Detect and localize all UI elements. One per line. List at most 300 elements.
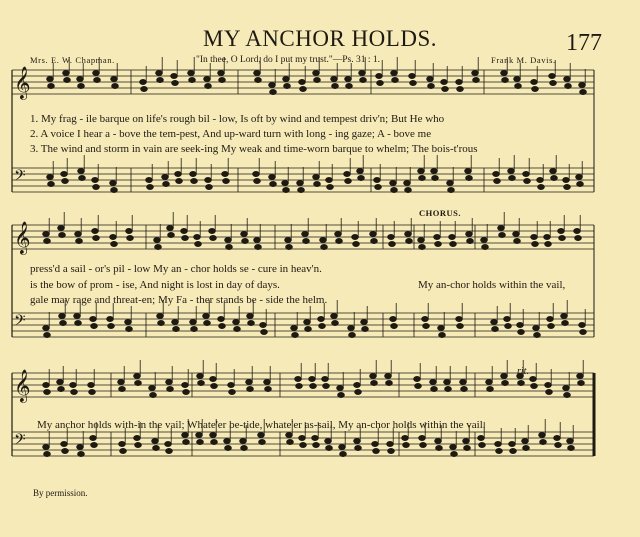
note-head [565,84,572,89]
note-head [154,238,161,243]
note-head [346,84,353,89]
note-head [211,440,218,445]
note-head [532,242,539,247]
note-head [58,226,65,231]
note-head [188,71,195,76]
note-head [88,383,95,388]
note-head [457,87,464,92]
note-head [167,226,174,231]
note-head [62,449,69,454]
note-head [564,77,571,82]
note-head [419,245,426,250]
note-head [451,452,458,457]
hymn-title: MY ANCHOR HOLDS. [203,26,437,51]
note-head [456,80,463,85]
note-head [253,172,260,177]
note-head [568,446,575,451]
note-head [355,446,362,451]
note-head [44,333,51,338]
note-head [501,71,508,76]
note-head [135,443,142,448]
note-head [166,449,173,454]
note-head [190,172,197,177]
note-head [391,324,398,329]
note-head [204,321,211,326]
note-head [385,374,392,379]
note-head [78,84,85,89]
note-head [577,374,584,379]
note-head [175,172,182,177]
note-head [402,436,409,441]
note-head [326,446,333,451]
note-head [345,179,352,184]
note-head [127,236,134,241]
note-head [478,436,485,441]
note-head [390,181,397,186]
note-head [112,84,119,89]
note-head [545,383,552,388]
note-head [218,71,225,76]
note-head [194,235,201,240]
note-head [531,235,538,240]
note-head [284,84,291,89]
note-head [283,77,290,82]
note-head [248,321,255,326]
note-head [563,178,570,183]
note-head [304,320,311,325]
note-head [134,374,141,379]
note-head [246,380,253,385]
note-head [189,78,196,83]
note-head [313,175,320,180]
note-head [510,449,517,454]
note-head [269,83,276,88]
note-head [441,80,448,85]
note-head [172,81,179,86]
note-head [247,314,254,319]
note-head [373,449,380,454]
note-head [70,383,77,388]
note-head [406,239,413,244]
note-head [110,235,117,240]
note-head [418,238,425,243]
note-head [337,386,344,391]
note-head [300,87,307,92]
note-head [531,384,538,389]
note-head [93,71,100,76]
note-head [63,71,70,76]
note-head [47,175,54,180]
note-head [111,77,118,82]
note-head [532,87,539,92]
note-head [509,176,516,181]
note-head [60,321,67,326]
note-head [291,326,298,331]
note-head [578,381,585,386]
note-head [348,326,355,331]
note-head [314,182,321,187]
note-head [47,77,54,82]
note-head [107,317,114,322]
note-head [61,172,68,177]
note-head [287,440,294,445]
note-head [564,185,571,190]
note-head [168,233,175,238]
note-head [558,229,565,234]
note-head [326,178,333,183]
note-head [210,236,217,241]
note-head [531,80,538,85]
note-head [336,239,343,244]
note-head [152,439,159,444]
note-head [320,238,327,243]
note-head [111,188,118,193]
note-head [405,188,412,193]
note-head [479,443,486,448]
note-head [155,245,162,250]
note-head [492,327,499,332]
lyric-verse-3-line-2: gale may rage and threat-en; My Fa - ther stands be - side the helm. [30,294,328,306]
note-head [182,236,189,241]
note-head [323,384,330,389]
note-head [580,330,587,335]
note-head [309,377,316,382]
note-head [196,433,203,438]
note-head [496,449,503,454]
note-head [191,327,198,332]
note-head [254,238,261,243]
note-head [567,439,574,444]
note-head [548,324,555,329]
note-head [352,235,359,240]
note-head [79,176,86,181]
note-head [172,320,179,325]
note-head [219,78,226,83]
note-head [534,333,541,338]
note-head [533,326,540,331]
note-head [554,436,561,441]
note-head [405,232,412,237]
note-head [191,179,198,184]
note-head [435,242,442,247]
note-head [508,169,515,174]
note-head [198,381,205,386]
note-head [298,188,305,193]
note-head [190,320,197,325]
note-head [502,381,509,386]
note-head [580,90,587,95]
note-head [283,188,290,193]
note-head [319,324,326,329]
treble-clef-icon: 𝄞 [14,369,31,402]
note-head [391,71,398,76]
note-head [292,333,299,338]
note-head [355,390,362,395]
note-head [299,436,306,441]
note-head [518,381,525,386]
note-head [78,169,85,174]
note-head [513,232,520,237]
note-head [126,327,133,332]
note-head [59,314,66,319]
note-head [150,393,157,398]
lyric-verse-2-line-2: is the bow of prom - ise, And night is lost in day of days. [30,279,280,291]
composer-credit: Frank M. Davis. [491,55,556,65]
note-head [428,84,435,89]
note-head [482,245,489,250]
note-head [59,233,66,238]
note-head [210,377,217,382]
note-head [58,387,65,392]
note-head [375,185,382,190]
note-head [376,74,383,79]
chorus-marking: CHORUS. [419,208,461,218]
note-head [210,433,217,438]
note-head [74,314,81,319]
note-head [209,229,216,234]
note-head [473,78,480,83]
note-head [204,77,211,82]
bass-clef-icon: 𝄢 [14,431,26,452]
note-head [282,181,289,186]
note-head [270,182,277,187]
note-head [403,443,410,448]
note-head [43,326,50,331]
note-head [302,232,309,237]
note-head [166,380,173,385]
note-head [391,188,398,193]
note-head [163,182,170,187]
note-head [62,179,69,184]
note-head [505,324,512,329]
note-head [157,314,164,319]
note-head [409,74,416,79]
note-head [147,185,154,190]
note-head [44,452,51,457]
permission-note: By permission. [33,488,88,498]
note-head [564,393,571,398]
note-head [442,87,449,92]
note-head [265,387,272,392]
note-head [345,77,352,82]
note-head [242,239,249,244]
note-head [43,232,50,237]
note-head [392,78,399,83]
note-head [314,78,321,83]
note-head [43,383,50,388]
note-head [547,317,554,322]
note-head [422,317,429,322]
note-head [502,78,509,83]
note-head [176,179,183,184]
note-head [226,245,233,250]
note-head [146,178,153,183]
note-head [444,380,451,385]
note-head [353,242,360,247]
note-head [300,443,307,448]
note-head [445,387,452,392]
note-head [420,443,427,448]
note-head [390,317,397,322]
bass-clef-icon: 𝄢 [14,312,26,333]
note-head [153,446,160,451]
note-head [423,324,430,329]
note-head [575,236,582,241]
note-head [247,387,254,392]
note-head [415,384,422,389]
note-head [313,443,320,448]
note-head [218,317,225,322]
note-head [93,185,100,190]
note-head [354,383,361,388]
note-head [449,235,456,240]
note-head [171,74,178,79]
note-head [331,77,338,82]
note-head [358,176,365,181]
note-head [431,169,438,174]
note-head [125,320,132,325]
note-head [461,387,468,392]
note-head [576,175,583,180]
note-head [540,440,547,445]
note-head [259,440,266,445]
page-number: 177 [566,30,602,56]
note-head [457,324,464,329]
note-head [110,181,117,186]
note-head [119,387,126,392]
note-head [563,386,570,391]
note-head [465,169,472,174]
note-head [447,181,454,186]
note-head [538,185,545,190]
note-head [487,387,494,392]
note-head [404,181,411,186]
note-head [92,178,99,183]
note-head [183,390,190,395]
note-head [78,452,85,457]
note-head [372,442,379,447]
note-head [418,169,425,174]
note-head [167,387,174,392]
note-head [57,380,64,385]
treble-clef-icon: 𝄞 [14,66,31,99]
note-head [491,320,498,325]
note-head [77,445,84,450]
note-head [286,433,293,438]
note-head [450,242,457,247]
note-head [537,178,544,183]
note-head [219,324,226,329]
note-head [515,84,522,89]
note-head [254,179,261,184]
note-head [222,172,229,177]
note-head [362,327,369,332]
note-head [134,436,141,441]
lyricist-credit: Mrs. E. W. Chapman. [30,55,115,65]
note-head [361,320,368,325]
note-head [149,386,156,391]
note-head [344,172,351,177]
note-head [456,317,463,322]
note-head [141,87,148,92]
note-head [225,446,232,451]
note-head [463,439,470,444]
note-head [467,239,474,244]
note-head [577,182,584,187]
note-head [386,381,393,386]
note-head [551,176,558,181]
note-head [195,242,202,247]
note-head [61,442,68,447]
note-head [91,443,98,448]
note-head [92,229,99,234]
note-head [555,443,562,448]
note-head [523,172,530,177]
note-head [197,440,204,445]
note-head [354,439,361,444]
treble-clef-icon: 𝄞 [14,221,31,254]
note-head [431,387,438,392]
note-head [388,235,395,240]
note-head [48,182,55,187]
note-head [44,239,51,244]
note-head [205,178,212,183]
note-head [211,384,218,389]
note-head [71,390,78,395]
note-head [514,77,521,82]
note-head [359,71,366,76]
note-head [332,84,339,89]
note-head [549,74,556,79]
note-head [439,333,446,338]
note-head [295,377,302,382]
note-head [93,236,100,241]
note-head [546,390,553,395]
note-head [561,314,568,319]
note-head [118,380,125,385]
note-head [108,324,115,329]
note-head [524,179,531,184]
note-head [203,314,210,319]
note-head [75,232,82,237]
note-head [494,179,501,184]
note-head [579,323,586,328]
note-head [126,229,133,234]
note-head [545,242,552,247]
note-head [258,433,265,438]
note-head [241,446,248,451]
note-head [233,320,240,325]
note-head [165,442,172,447]
note-head [509,442,516,447]
note-head [90,317,97,322]
note-head [349,333,356,338]
note-head [162,175,169,180]
note-head [499,233,506,238]
note-head [321,245,328,250]
note-head [438,326,445,331]
note-head [332,321,339,326]
note-head [340,452,347,457]
note-head [255,78,262,83]
note-head [539,433,546,438]
lyric-verse-1-line-1: 1. My frag - ile barque on life's rough bil - low, Is oft by wind and tempest driv'n; But He who [30,113,445,125]
note-head [501,374,508,379]
note-head [241,232,248,237]
note-head [286,245,293,250]
note-head [574,229,581,234]
note-head [234,327,241,332]
